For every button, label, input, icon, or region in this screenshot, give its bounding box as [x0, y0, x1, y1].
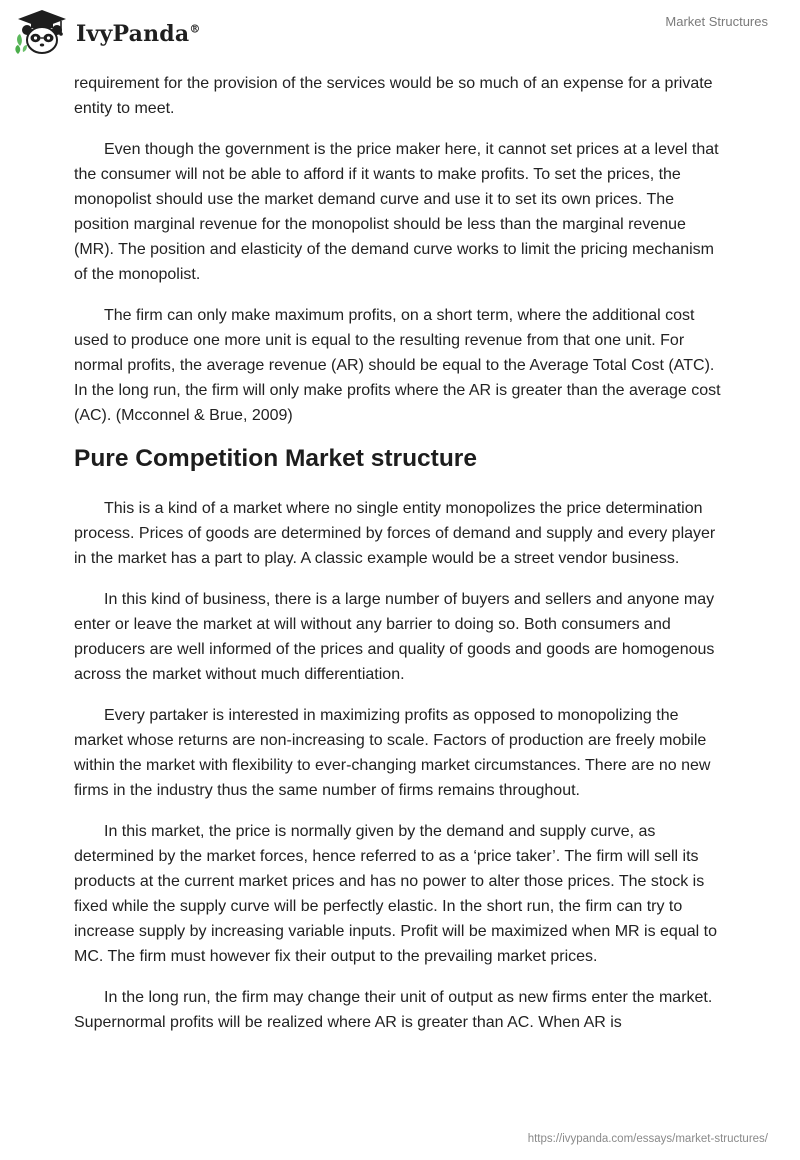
brand-name: IvyPanda®	[76, 21, 201, 47]
document-title: Market Structures	[665, 14, 768, 29]
paragraph: This is a kind of a market where no single entity monopolizes the price determination process. Prices of goods are determined by forces of demand and supply and every player in the market has a part to play. A classic example would be a street vendor business.	[74, 500, 716, 567]
ivypanda-logo[interactable]	[14, 8, 201, 58]
paragraph: In this market, the price is normally given by the demand and supply curve, as determined by the market forces, hence referred to as a ‘price taker’. The firm will sell its products at the current market prices and has no power to alter those prices. The stock is fixed while the supply curve will be perfectly elastic. In the short run, the firm can try to increase supply by increasing variable inputs. Profit will be maximized when MR is equal to MC. The firm must however fix their output to the prevailing market prices.	[74, 823, 717, 965]
paragraph: In the long run, the firm may change their unit of output as new firms enter the market. Supernormal profits will be realized where AR is greater than AC. When AR is	[74, 989, 713, 1031]
paragraph: Every partaker is interested in maximizing profits as opposed to monopolizing the market whose returns are non-increasing to scale. Factors of production are freely mobile within the market with flexibility to ever-changing market circumstances. There are no new firms in the industry thus the same number of firms remains throughout.	[74, 707, 711, 799]
paragraph: In this kind of business, there is a large number of buyers and sellers and anyone may enter or leave the market at will without any barrier to doing so. Both consumers and producers are well informed of the prices and quality of goods and goods are homogenous across the market without much differentiation.	[74, 591, 715, 683]
source-url[interactable]: https://ivypanda.com/essays/market-structures/	[527, 1133, 768, 1145]
section-heading: Pure Competition Market structure	[74, 445, 477, 472]
paragraph: Even though the government is the price maker here, it cannot set prices at a level that the consumer will not be able to afford if it wants to make profits. To set the prices, the monopolist should use the market demand curve and use it to set its own prices. The position marginal revenue for the monopolist should be less than the marginal revenue (MR). The position and elasticity of the demand curve works to limit the pricing mechanism of the monopolist.	[74, 141, 719, 283]
paragraph: The firm can only make maximum profits, on a short term, where the additional cost used to produce one more unit is equal to the resulting revenue from that one unit. For normal profits, the average revenue (AR) should be equal to the Average Total Cost (ATC). In the long run, the firm will only make profits where the AR is greater than the average cost (AC). (Mcconnel & Brue, 2009)	[74, 307, 721, 424]
page-header	[0, 0, 800, 70]
paragraph-continued: requirement for the provision of the services would be so much of an expense for a private entity to meet.	[74, 75, 713, 117]
article-body	[74, 71, 724, 1051]
panda-graduate-icon	[14, 8, 70, 58]
